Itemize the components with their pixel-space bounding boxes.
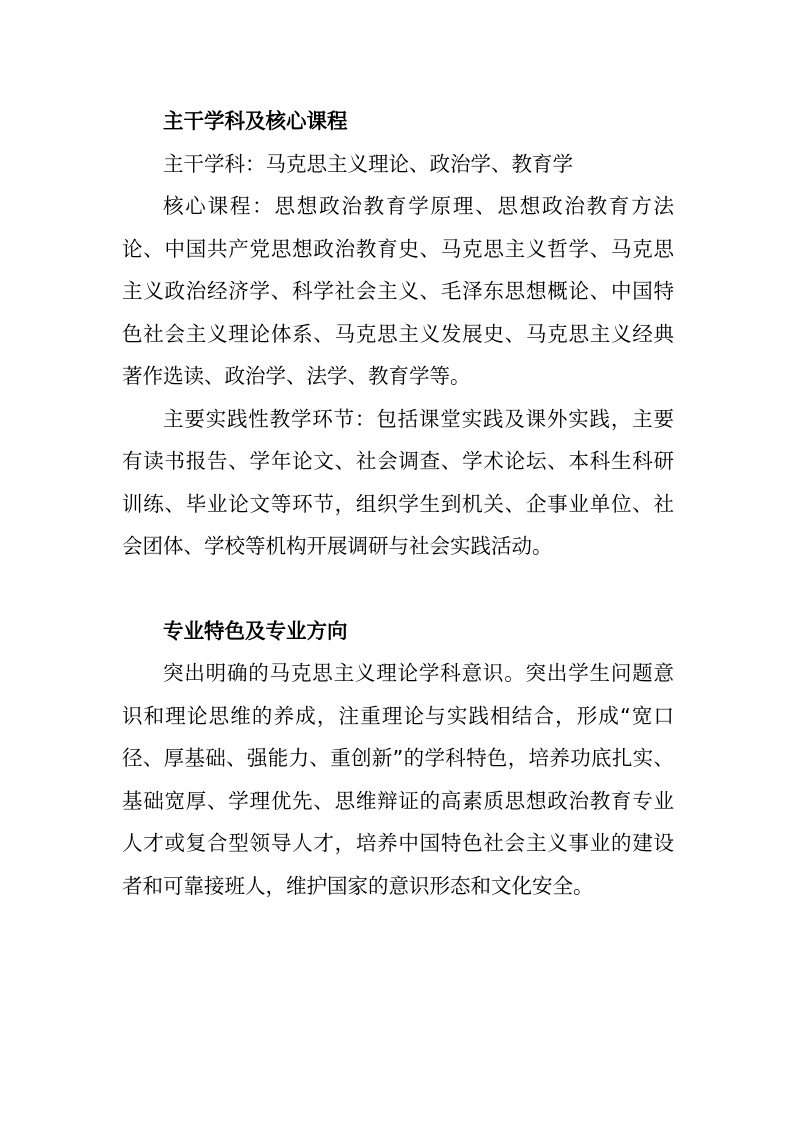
paragraph-core-courses: 核心课程：思想政治教育学原理、思想政治教育方法论、中国共产党思想政治教育史、马克思主义哲学、马克思主义政治经济学、科学社会主义、毛泽东思想概论、中国特色社会主义理论体系、马克思主义发展史、马克思主义经典著作选读、政治学、法学、教育学等。 bbox=[122, 194, 674, 388]
section-heading-features-direction: 专业特色及专业方向 bbox=[163, 618, 348, 643]
section-divider-space bbox=[122, 568, 674, 610]
paragraph-main-subjects: 主干学科：马克思主义理论、政治学、教育学 bbox=[163, 151, 573, 176]
section-heading-subjects-courses: 主干学科及核心课程 bbox=[163, 109, 348, 133]
document-page bbox=[122, 100, 674, 907]
paragraph-practice-teaching: 主要实践性教学环节：包括课堂实践及课外实践，主要有读书报告、学年论文、社会调查、学术论坛、本科生科研训练、毕业论文等环节，组织学生到机关、企事业单位、社会团体、学校等机构开展调研与社会实践活动。 bbox=[122, 406, 674, 558]
paragraph-major-features: 突出明确的马克思主义理论学科意识。突出学生问题意识和理论思维的养成，注重理论与实践相结合，形成“宽口径、厚基础、强能力、重创新”的学科特色，培养功底扎实、基础宽厚、学理优先、思维辩证的高素质思想政治教育专业人才或复合型领导人才，培养中国特色社会主义事业的建设者和可靠接班人，维护国家的意识形态和文化安全。 bbox=[122, 661, 674, 898]
